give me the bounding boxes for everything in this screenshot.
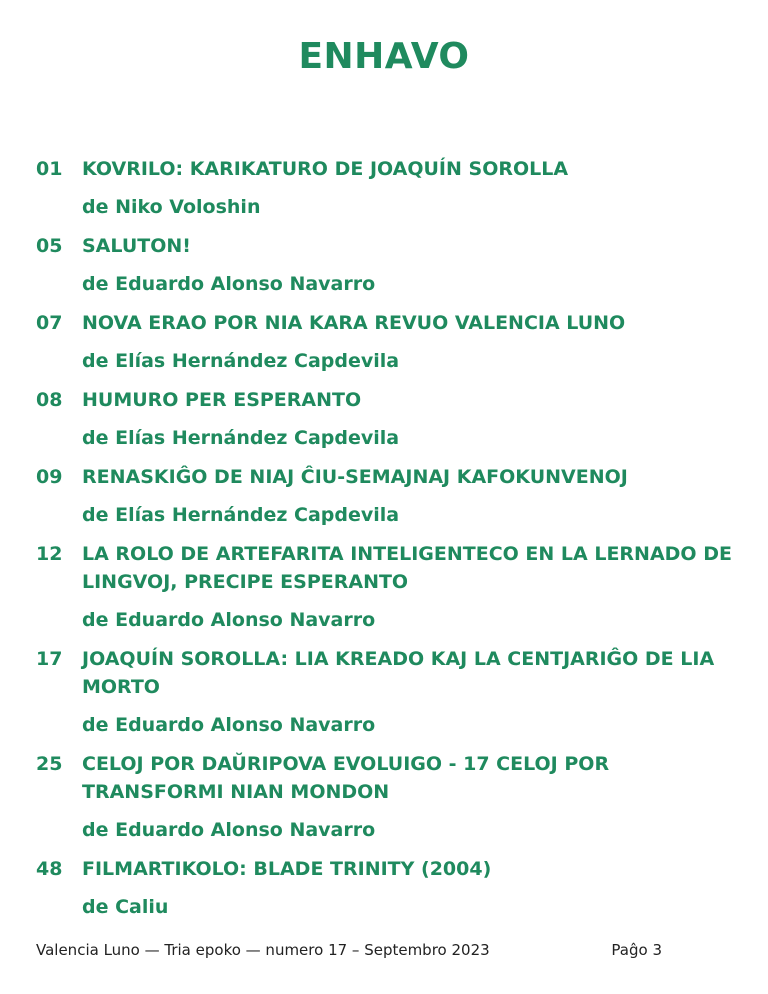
toc-entry — [36, 750, 746, 844]
toc-entry-title: FILMARTIKOLO: BLADE TRINITY (2004) — [82, 858, 492, 880]
toc-entry — [36, 540, 746, 634]
toc-entry-author: de Eduardo Alonso Navarro — [82, 714, 376, 736]
toc-entry-title: SALUTON! — [82, 235, 191, 257]
toc-entry-author: de Elías Hernández Capdevila — [82, 504, 400, 526]
toc-page-number: 17 — [36, 648, 63, 670]
toc-entry-title: HUMURO PER ESPERANTO — [82, 389, 362, 411]
toc-entry — [36, 309, 746, 375]
toc-entry — [36, 386, 746, 452]
toc-entry-author: de Elías Hernández Capdevila — [82, 427, 400, 449]
toc-page-number: 12 — [36, 543, 63, 565]
toc-entry-author: de Eduardo Alonso Navarro — [82, 273, 376, 295]
toc-entry — [36, 232, 746, 298]
toc-entry — [36, 645, 746, 739]
page-title: ENHAVO — [298, 36, 470, 77]
toc-entry-author: de Caliu — [82, 896, 169, 918]
page-number: Paĝo 3 — [611, 941, 662, 959]
toc-page-number: 09 — [36, 466, 63, 488]
toc-entry-author: de Elías Hernández Capdevila — [82, 350, 400, 372]
toc-page-number: 01 — [36, 158, 63, 180]
toc-entry — [36, 463, 746, 529]
toc-page-number: 48 — [36, 858, 63, 880]
toc-entry-author: de Niko Voloshin — [82, 196, 261, 218]
toc-entry-author: de Eduardo Alonso Navarro — [82, 819, 376, 841]
toc-page-number: 25 — [36, 753, 63, 775]
table-of-contents — [36, 155, 746, 932]
toc-page-number: 05 — [36, 235, 63, 257]
toc-page-number: 07 — [36, 312, 63, 334]
toc-page-number: 08 — [36, 389, 63, 411]
toc-entry — [36, 155, 746, 221]
publication-info: Valencia Luno — Tria epoko — numero 17 – Septembro 2023 — [36, 941, 490, 959]
toc-entry-title: LA ROLO DE ARTEFARITA INTELIGENTECO EN LA LERNADO DE LINGVOJ, PRECIPE ESPERANTO — [82, 543, 732, 593]
toc-entry-title: CELOJ POR DAŬRIPOVA EVOLUIGO - 17 CELOJ POR TRANSFORMI NIAN MONDON — [82, 753, 610, 803]
toc-entry — [36, 855, 746, 921]
toc-entry-author: de Eduardo Alonso Navarro — [82, 609, 376, 631]
page-footer — [36, 941, 662, 959]
toc-entry-title: RENASKIĜO DE NIAJ ĈIU-SEMAJNAJ KAFOKUNVENOJ — [82, 466, 628, 488]
toc-entry-title: JOAQUÍN SOROLLA: LIA KREADO KAJ LA CENTJARIĜO DE LIA MORTO — [82, 648, 715, 698]
toc-entry-title: NOVA ERAO POR NIA KARA REVUO VALENCIA LUNO — [82, 312, 626, 334]
toc-entry-title: KOVRILO: KARIKATURO DE JOAQUÍN SOROLLA — [82, 158, 569, 180]
